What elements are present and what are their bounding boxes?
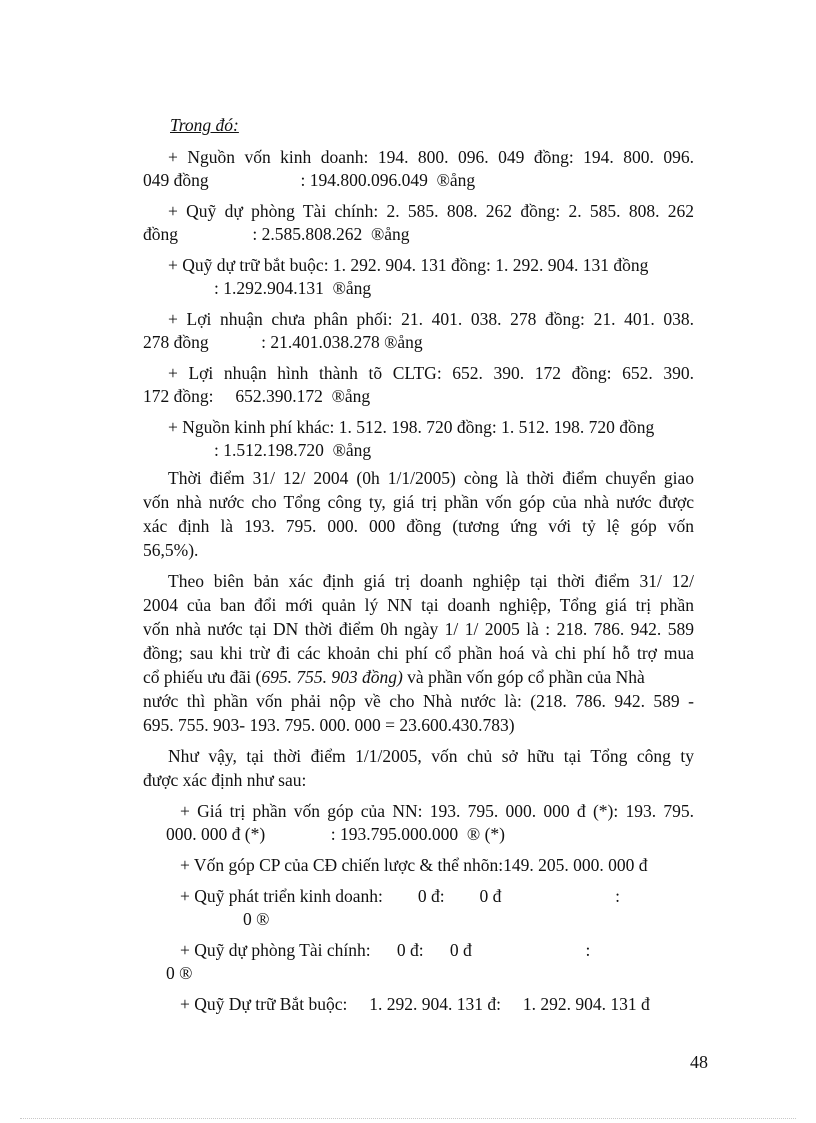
- page-number: 48: [690, 1052, 708, 1072]
- paragraph-line: đồng; sau khi trừ đi các khoản chi phí cổ phần hoá và chi phí hỗ trợ mua: [143, 643, 694, 663]
- paragraph-line: 2004 của ban đổi mới quản lý NN tại doanh nghiệp, Tổng giá trị phần: [143, 595, 694, 615]
- paragraph-line: Theo biên bản xác định giá trị doanh nghiệp tại thời điểm 31/ 12/: [168, 571, 694, 591]
- item-line: + Quỹ phát triển kinh doanh: 0 đ: 0 đ :: [180, 886, 621, 906]
- paragraph-line: Như vậy, tại thời điểm 1/1/2005, vốn chủ sở hữu tại Tổng công ty: [168, 746, 694, 766]
- item-line: : 1.512.198.720 ®ång: [214, 440, 372, 460]
- item-line: 172 đồng: 652.390.172 ®ång: [143, 386, 371, 406]
- item-line: + Nguồn kinh phí khác: 1. 512. 198. 720 đồng: 1. 512. 198. 720 đồng: [168, 417, 655, 437]
- paragraph-line: Thời điểm 31/ 12/ 2004 (0h 1/1/2005) còng là thời điểm chuyển giao: [168, 468, 694, 488]
- paragraph-line: xác định là 193. 795. 000. 000 đồng (tương ứng với tỷ lệ góp vốn: [143, 516, 694, 536]
- paragraph-line: [143, 666, 694, 688]
- item-line: + Quỹ dự trữ bắt buộc: 1. 292. 904. 131 đồng: 1. 292. 904. 131 đồng: [168, 255, 649, 275]
- section-heading: Trong đó:: [170, 115, 239, 135]
- paragraph-line: vốn nhà nước cho Tổng công ty, giá trị phần vốn góp của nhà nước được: [143, 492, 694, 512]
- page-bottom-border: [20, 1118, 796, 1119]
- item-line: + Giá trị phần vốn góp của NN: 193. 795. 000. 000 đ (*): 193. 795.: [180, 801, 694, 821]
- item-line: + Lợi nhuận chưa phân phối: 21. 401. 038. 278 đồng: 21. 401. 038.: [168, 309, 694, 329]
- text-run: cổ phiếu ưu đãi (: [143, 667, 262, 687]
- item-line: 0 ®: [166, 963, 193, 983]
- item-line: 000. 000 đ (*) : 193.795.000.000 ® (*): [166, 824, 505, 844]
- paragraph-line: 56,5%).: [143, 540, 199, 560]
- item-line: + Quỹ dự phòng Tài chính: 0 đ: 0 đ :: [180, 940, 591, 960]
- text-run: và phần vốn góp cổ phần của Nhà: [402, 667, 645, 687]
- item-line: + Vốn góp CP của CĐ chiến lược & thể nhõn:149. 205. 000. 000 đ: [180, 855, 648, 875]
- paragraph-line: nước thì phần vốn phải nộp về cho Nhà nước là: (218. 786. 942. 589 -: [143, 691, 694, 711]
- item-line: + Quỹ dự phòng Tài chính: 2. 585. 808. 262 đồng: 2. 585. 808. 262: [168, 201, 694, 221]
- item-line: 0 ®: [243, 909, 270, 929]
- italic-amount: 695. 755. 903 đồng): [261, 667, 403, 687]
- paragraph-line: 695. 755. 903- 193. 795. 000. 000 = 23.600.430.783): [143, 715, 515, 735]
- paragraph-line: vốn nhà nước tại DN thời điểm 0h ngày 1/ 1/ 2005 là : 218. 786. 942. 589: [143, 619, 694, 639]
- item-line: 278 đồng : 21.401.038.278 ®ång: [143, 332, 423, 352]
- item-line: đồng : 2.585.808.262 ®ång: [143, 224, 410, 244]
- item-line: + Lợi nhuận hình thành tõ CLTG: 652. 390. 172 đồng: 652. 390.: [168, 363, 694, 383]
- item-line: + Nguồn vốn kinh doanh: 194. 800. 096. 049 đồng: 194. 800. 096.: [168, 147, 694, 167]
- item-line: 049 đồng : 194.800.096.049 ®ång: [143, 170, 476, 190]
- item-line: + Quỹ Dự trữ Bắt buộc: 1. 292. 904. 131 đ: 1. 292. 904. 131 đ: [180, 994, 650, 1014]
- paragraph-line: được xác định như sau:: [143, 770, 307, 790]
- item-line: : 1.292.904.131 ®ång: [214, 278, 372, 298]
